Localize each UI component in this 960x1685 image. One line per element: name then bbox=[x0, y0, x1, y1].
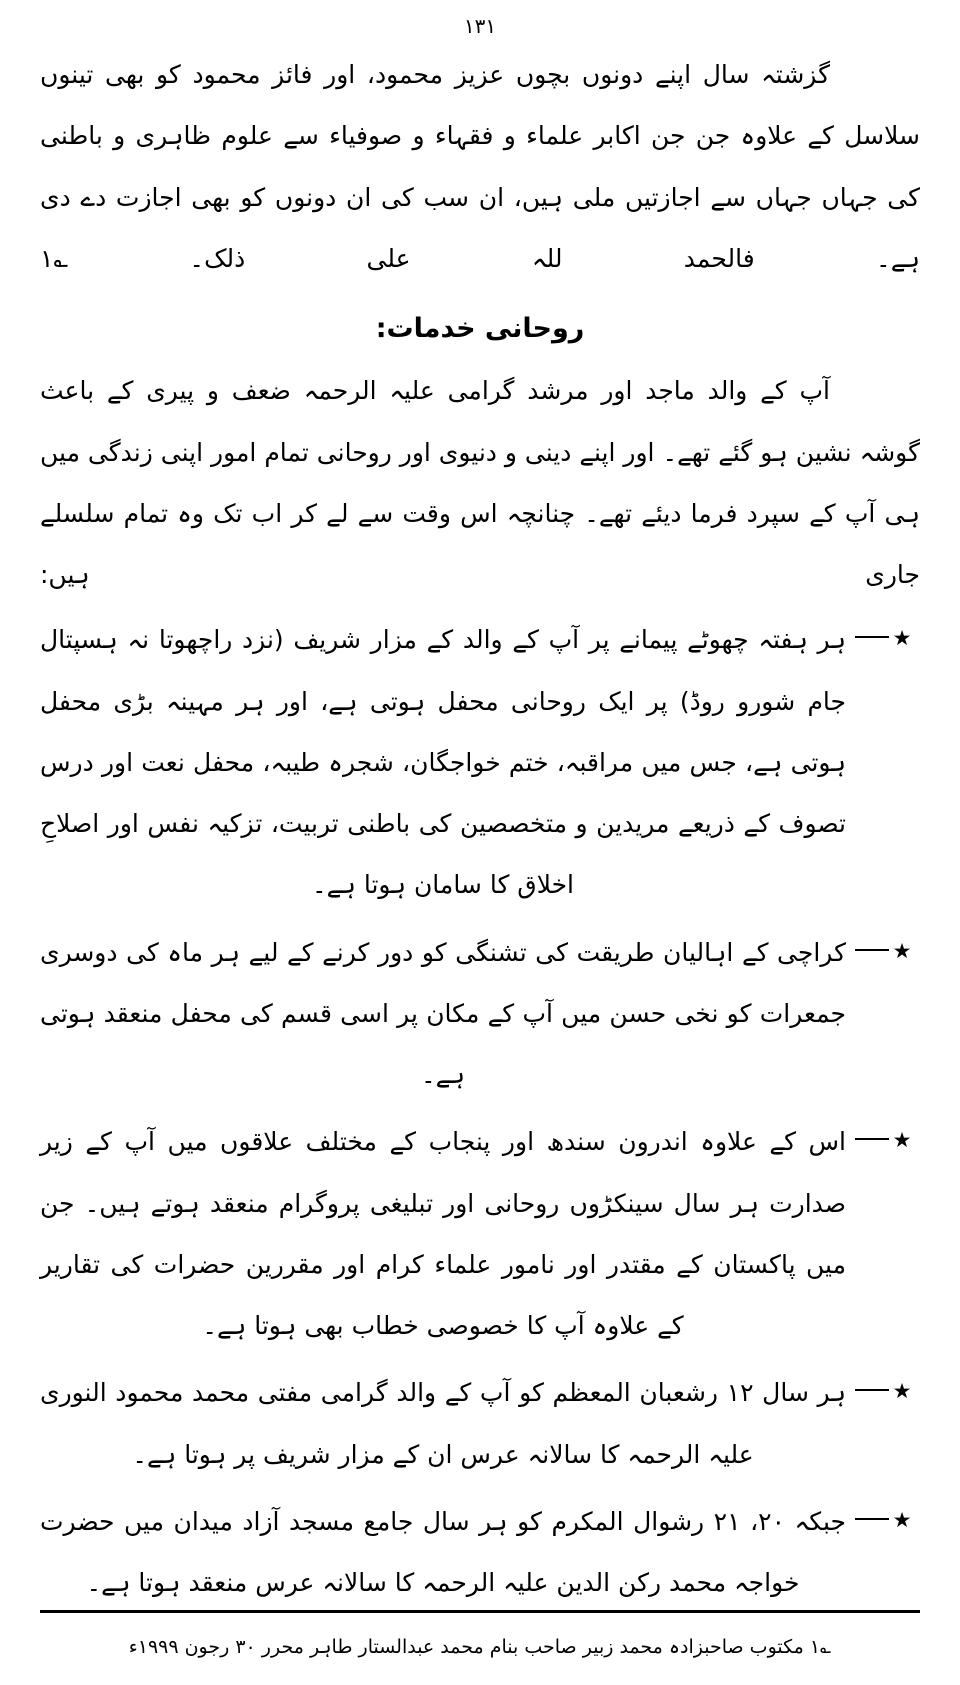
list-item-text: ہر ہفتہ چھوٹے پیمانے پر آپ کے والد کے مزار شریف (نزد راچھوتا نہ ہسپتال جام شورو روڈ) پر ایک روحانی محفل ہوتی ہے، اور ہر مہینہ بڑی محفل ہوتی ہے، جس میں مراقبہ، ختم خواجگان، شجرہ طیبہ، محفل نعت اور درس تصوف کے ذریعے مریدین و متخصصین کی باطنی تربیت، تزکیہ نفس اور اصلاحِ اخلاق کا سامان ہوتا ہے۔ bbox=[40, 625, 846, 900]
list-item bbox=[40, 1491, 920, 1614]
list-item bbox=[40, 1111, 920, 1356]
bullet-marker-star-dash bbox=[846, 609, 920, 669]
star-icon: ★ bbox=[892, 938, 912, 963]
list-item-text: کراچی کے اہالیان طریقت کی تشنگی کو دور کرنے کے لیے ہر ماہ کی دوسری جمعرات کو نخی حسن میں آپ کے مکان پر اسی قسم کی محفل منعقد ہوتی ہے۔ bbox=[40, 937, 846, 1090]
footnote-divider bbox=[40, 1610, 920, 1613]
footnote-text: ؎۱ مکتوب صاحبزادہ محمد زبیر صاحب بنام محمد عبدالستار طاہر محرر ۳۰ رجون ۱۹۹۹ء bbox=[128, 1635, 832, 1658]
list-item-text: اس کے علاوہ اندرون سندھ اور پنجاب کے مختلف علاقوں میں آپ کے زیر صدارت ہر سال سینکڑوں روحانی اور تبلیغی پروگرام منعقد ہوتے ہیں۔ جن میں پاکستان کے مقتدر اور نامور علماء کرام اور مقررین حضرات کی تقاریر کے علاوہ آپ کا خصوصی خطاب بھی ہوتا ہے۔ bbox=[40, 1127, 846, 1341]
bullet-marker-star-dash bbox=[846, 1111, 920, 1171]
paragraph-intro: گزشتہ سال اپنے دونوں بچوں عزیز محمود، اور فائز محمود کو بھی تینوں سلاسل کے علاوہ جن جن اکابر علماء و فقہاء و صوفیاء سے علوم ظاہری و باطنی کی جہاں جہاں سے اجازتیں ملی ہیں، ان سب کی ان دونوں کو بھی اجازت دے دی ہے۔ فالحمد للہ علی ذلک۔ ؎۱ bbox=[40, 60, 920, 273]
bullet-marker-star-dash bbox=[846, 1491, 920, 1551]
star-icon: ★ bbox=[892, 626, 912, 651]
dash-icon bbox=[855, 1518, 889, 1520]
star-icon: ★ bbox=[892, 1507, 912, 1532]
list-item bbox=[40, 609, 920, 915]
paragraph-rohani-intro: آپ کے والد ماجد اور مرشد گرامی علیہ الرحمہ ضعف و پیری کے باعث گوشہ نشین ہو گئے تھے۔ اور اپنے دینی و دنیوی اور روحانی تمام امور اپنی زندگی میں ہی آپ کے سپرد فرما دیئے تھے۔ چنانچہ اس وقت سے لے کر اب تک وہ تمام سلسلے جاری ہیں: bbox=[40, 376, 920, 590]
list-item bbox=[40, 922, 920, 1106]
star-icon: ★ bbox=[892, 1128, 912, 1153]
bullet-marker-star-dash bbox=[846, 922, 920, 982]
list-item-text: ہر سال ۱۲ رشعبان المعظم کو آپ کے والد گرامی مفتی محمد محمود النوری علیہ الرحمہ کا سالانہ عرس ان کے مزار شریف پر ہوتا ہے۔ bbox=[40, 1378, 846, 1469]
services-list bbox=[40, 609, 920, 1613]
list-item-text: جبکہ ۲۰، ۲۱ رشوال المکرم کو ہر سال جامع مسجد آزاد میدان میں حضرت خواجہ محمد رکن الدین علیہ الرحمہ کا سالانہ عرس منعقد ہوتا ہے۔ bbox=[40, 1506, 846, 1598]
star-icon: ★ bbox=[892, 1379, 912, 1404]
bullet-marker-star-dash bbox=[846, 1362, 920, 1422]
dash-icon bbox=[855, 636, 889, 638]
dash-icon bbox=[855, 1138, 889, 1140]
dash-icon bbox=[855, 949, 889, 951]
page-body bbox=[40, 44, 920, 1613]
list-item bbox=[40, 1362, 920, 1485]
page-number: ۱۳۱ bbox=[463, 14, 497, 38]
dash-icon bbox=[855, 1389, 889, 1391]
section-heading-rohani-khidmat: روحانی خدمات: bbox=[375, 313, 585, 344]
